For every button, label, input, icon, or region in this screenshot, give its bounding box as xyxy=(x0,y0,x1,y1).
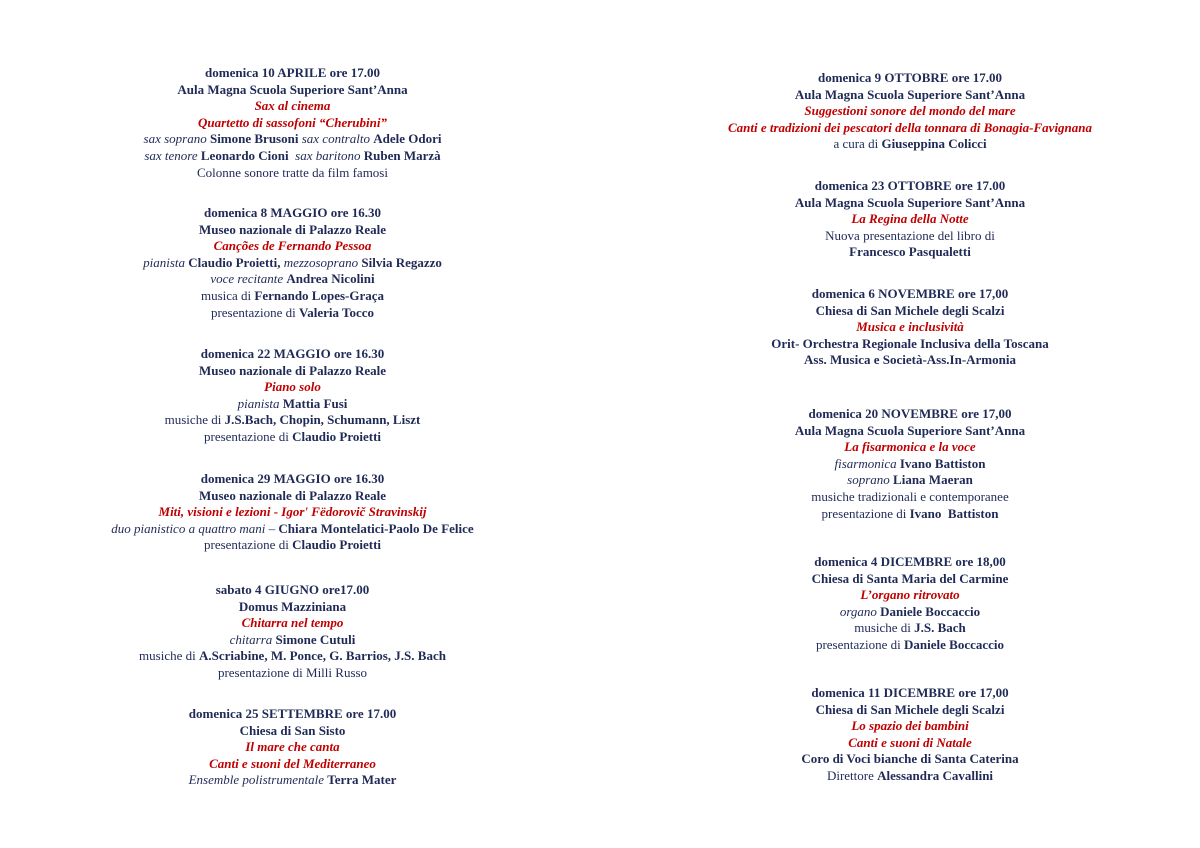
detail-text: Nuova presentazione del libro di xyxy=(825,227,995,243)
performer-role: pianista xyxy=(143,254,189,270)
event-title: Lo spazio dei bambini xyxy=(851,718,969,734)
event-entry xyxy=(60,706,525,789)
performer-name: Daniele Boccaccio xyxy=(904,636,1005,652)
event-detail-line xyxy=(60,648,525,665)
event-venue: Aula Magna Scuola Superiore Sant’Anna xyxy=(794,86,1026,102)
event-entry xyxy=(680,406,1140,522)
event-detail-line xyxy=(680,244,1140,261)
event-detail-line xyxy=(60,632,525,649)
event-detail-line xyxy=(60,165,525,182)
event-detail-line xyxy=(60,396,525,413)
performer-name: Coro di Voci bianche di Santa Caterina xyxy=(801,751,1019,767)
performer-name: Claudio Proietti xyxy=(292,537,382,553)
performer-name: Orit- Orchestra Regionale Inclusiva della Toscana xyxy=(771,335,1049,351)
detail-text: presentazione di xyxy=(815,636,905,652)
performer-name: Ass. Musica e Società-Ass.In-Armonia xyxy=(804,352,1016,368)
performer-role: organo xyxy=(839,603,881,619)
performer-role: sax soprano xyxy=(143,131,210,147)
event-entry xyxy=(680,70,1140,153)
performer-role: Ensemble polistrumentale xyxy=(188,772,328,788)
event-venue: Chiesa di San Sisto xyxy=(239,722,346,738)
event-venue: Domus Mazziniana xyxy=(238,598,347,614)
event-title: La fisarmonica e la voce xyxy=(844,439,976,455)
event-entry xyxy=(60,471,525,554)
performer-name: Simone Cutuli xyxy=(275,631,356,647)
event-title: Canti e suoni di Natale xyxy=(848,734,972,750)
performer-name: Valeria Tocco xyxy=(299,304,375,320)
performer-role: pianista xyxy=(237,395,283,411)
event-date: domenica 20 NOVEMBRE ore 17,00 xyxy=(808,406,1012,421)
event-detail-line xyxy=(680,352,1140,369)
detail-text: musiche di xyxy=(164,412,225,428)
detail-text: musiche di xyxy=(854,620,915,636)
event-detail-line xyxy=(680,604,1140,621)
performer-name: Fernando Lopes-Graça xyxy=(254,287,385,303)
performer-name: Ivano Battiston xyxy=(909,505,999,521)
event-venue: Chiesa di Santa Maria del Carmine xyxy=(811,570,1009,586)
event-detail-line xyxy=(60,271,525,288)
event-title: Chitarra nel tempo xyxy=(241,615,344,631)
performer-name: Claudio Proietti xyxy=(292,428,382,444)
event-date: domenica 25 SETTEMBRE ore 17.00 xyxy=(188,706,397,721)
event-date: domenica 6 NOVEMBRE ore 17,00 xyxy=(811,286,1009,301)
event-title: Suggestioni sonore del mondo del mare xyxy=(804,103,1016,119)
event-venue: Aula Magna Scuola Superiore Sant’Anna xyxy=(794,194,1026,210)
detail-text: presentazione di xyxy=(210,304,300,320)
performer-name: Giuseppina Colicci xyxy=(881,136,987,152)
event-detail-line xyxy=(680,136,1140,153)
event-detail-line xyxy=(60,288,525,305)
event-detail-line xyxy=(680,620,1140,637)
event-venue: Chiesa di San Michele degli Scalzi xyxy=(815,302,1005,318)
event-venue: Aula Magna Scuola Superiore Sant’Anna xyxy=(794,422,1026,438)
event-detail-line xyxy=(680,228,1140,245)
performer-role: soprano xyxy=(847,472,894,488)
event-detail-line xyxy=(60,537,525,554)
event-title: Il mare che canta xyxy=(245,739,340,755)
performer-name: Claudio Proietti, xyxy=(188,254,284,270)
performer-role: fisarmonica xyxy=(834,455,900,471)
performer-role: sax tenore xyxy=(144,147,201,163)
performer-name: Daniele Boccaccio xyxy=(880,603,981,619)
event-detail-line xyxy=(680,751,1140,768)
event-detail-line xyxy=(60,521,525,538)
performer-name: Andrea Nicolini xyxy=(286,271,375,287)
event-entry xyxy=(680,178,1140,261)
event-detail-line xyxy=(60,255,525,272)
detail-text: – xyxy=(268,520,279,536)
event-date: domenica 10 APRILE ore 17.00 xyxy=(205,65,380,80)
detail-text: Direttore xyxy=(826,767,878,783)
event-title: Canções de Fernando Pessoa xyxy=(213,238,372,254)
event-date: domenica 29 MAGGIO ore 16.30 xyxy=(200,471,385,486)
event-detail-line xyxy=(60,665,525,682)
performer-role: voce recitante xyxy=(210,271,287,287)
performer-name: Terra Mater xyxy=(327,772,397,788)
event-detail-line xyxy=(60,429,525,446)
event-detail-line xyxy=(60,305,525,322)
performer-role: chitarra xyxy=(229,631,276,647)
performer-name: Chiara Montelatici-Paolo De Felice xyxy=(278,520,474,536)
event-detail-line xyxy=(680,456,1140,473)
event-title: Musica e inclusività xyxy=(856,319,964,335)
event-detail-line xyxy=(680,637,1140,654)
detail-text: Colonne sonore tratte da film famosi xyxy=(197,164,388,180)
event-entry xyxy=(60,582,525,682)
event-date: domenica 4 DICEMBRE ore 18,00 xyxy=(814,554,1006,569)
detail-text: musiche di xyxy=(139,648,199,664)
performer-name: Alessandra Cavallini xyxy=(877,767,994,783)
performer-name: Francesco Pasqualetti xyxy=(849,244,971,260)
event-date: domenica 8 MAGGIO ore 16.30 xyxy=(203,205,382,220)
performer-name: Leonardo Cioni xyxy=(200,147,296,163)
event-date: domenica 22 MAGGIO ore 16.30 xyxy=(200,346,385,361)
detail-text: presentazione di Milli Russo xyxy=(217,664,368,680)
performer-name: Silvia Regazzo xyxy=(361,254,442,270)
detail-text: a cura di xyxy=(833,136,882,152)
event-detail-line xyxy=(60,772,525,789)
event-entry xyxy=(680,685,1140,785)
event-detail-line xyxy=(680,472,1140,489)
event-detail-line xyxy=(680,489,1140,506)
event-date: domenica 23 OTTOBRE ore 17.00 xyxy=(814,178,1006,193)
event-entry xyxy=(680,554,1140,654)
event-title: Canti e suoni del Mediterraneo xyxy=(209,755,376,771)
event-title: Sax al cinema xyxy=(254,98,331,114)
performer-role: sax contralto xyxy=(301,131,374,147)
performer-role: sax baritono xyxy=(295,147,364,163)
performer-name: Ruben Marzà xyxy=(363,147,441,163)
performer-name: Ivano Battiston xyxy=(899,455,986,471)
event-entry xyxy=(60,205,525,321)
event-title: Miti, visioni e lezioni - Igor' Fëdorovič Stravinskij xyxy=(158,504,427,520)
performer-name: A.Scriabine, M. Ponce, G. Barrios, J.S. Bach xyxy=(198,648,446,664)
detail-text: musica di xyxy=(200,287,255,303)
performer-name: Liana Maeran xyxy=(893,472,973,488)
event-title: Quartetto di sassofoni “Cherubini” xyxy=(198,114,387,130)
performer-name: J.S. Bach xyxy=(914,620,966,636)
performer-name: Adele Odori xyxy=(373,131,442,147)
event-date: sabato 4 GIUGNO ore17.00 xyxy=(215,582,370,597)
event-entry xyxy=(680,286,1140,369)
event-title: La Regina della Notte xyxy=(851,211,969,227)
event-venue: Museo nazionale di Palazzo Reale xyxy=(198,487,387,503)
event-title: Canti e tradizioni dei pescatori della tonnara di Bonagia-Favignana xyxy=(727,119,1093,135)
event-detail-line xyxy=(60,148,525,165)
performer-name: Simone Brusoni xyxy=(209,131,302,147)
detail-text: presentazione di xyxy=(821,505,910,521)
event-venue: Museo nazionale di Palazzo Reale xyxy=(198,362,387,378)
event-venue: Museo nazionale di Palazzo Reale xyxy=(198,221,387,237)
event-date: domenica 9 OTTOBRE ore 17.00 xyxy=(817,70,1003,85)
performer-role: mezzosoprano xyxy=(283,254,362,270)
event-venue: Chiesa di San Michele degli Scalzi xyxy=(815,701,1005,717)
performer-role: duo pianistico a quattro mani xyxy=(111,520,269,536)
event-detail-line xyxy=(680,336,1140,353)
detail-text: presentazione di xyxy=(203,537,293,553)
event-entry xyxy=(60,346,525,446)
event-detail-line xyxy=(60,412,525,429)
detail-text: musiche tradizionali e contemporanee xyxy=(811,488,1009,504)
performer-name: J.S.Bach, Chopin, Schumann, Liszt xyxy=(224,412,421,428)
event-detail-line xyxy=(60,131,525,148)
performer-name: Mattia Fusi xyxy=(282,395,348,411)
event-title: Piano solo xyxy=(264,379,321,395)
detail-text: presentazione di xyxy=(203,428,293,444)
event-detail-line xyxy=(680,506,1140,523)
event-date: domenica 11 DICEMBRE ore 17,00 xyxy=(811,685,1009,700)
event-venue: Aula Magna Scuola Superiore Sant’Anna xyxy=(177,81,408,97)
event-detail-line xyxy=(680,768,1140,785)
event-entry xyxy=(60,65,525,181)
event-title: L’organo ritrovato xyxy=(860,587,960,603)
